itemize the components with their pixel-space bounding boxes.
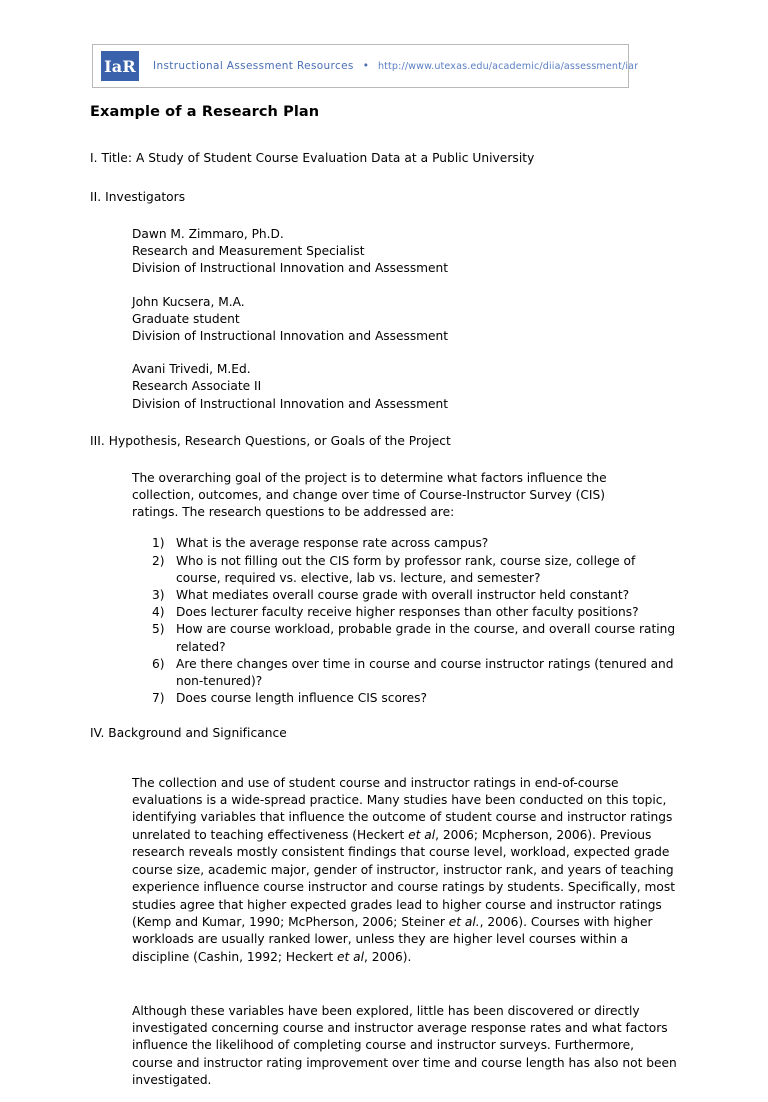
research-questions-list (152, 535, 680, 707)
section-4-heading: IV. Background and Significance (90, 726, 287, 741)
banner-text-group (153, 60, 638, 72)
section-3-intro-line: The overarching goal of the project is to determine what factors influence the (132, 470, 607, 485)
list-item-text: Who is not filling out the CIS form by professor rank, course size, college of course, required vs. elective, lab vs. lecture, and semester? (176, 553, 636, 585)
section-3-intro-line: ratings. The research questions to be addressed are: (132, 505, 455, 520)
list-marker: 2) (152, 553, 165, 568)
investigator-name: John Kucsera, M.A. (132, 294, 245, 309)
investigator-role: Graduate student (132, 311, 240, 326)
list-item-text: Are there changes over time in course and course instructor ratings (tenured and non-tenured)? (176, 656, 674, 689)
list-item (152, 553, 680, 587)
list-item (152, 690, 680, 707)
list-marker: 3) (152, 588, 165, 603)
iar-header-banner (92, 44, 639, 88)
list-item-text: What mediates overall course grade with overall instructor held constant? (176, 588, 630, 603)
list-item (152, 587, 680, 604)
investigator-role: Research Associate II (132, 379, 262, 394)
section-4-paragraph-2: Although these variables have been explored, little has been discovered or directly investigated concerning course and instructor average response rates and what factors influence the likelihood of completing course and instructor surveys. Furthermore, course and instructor rating improvement over time and course length has also not been investigated. (132, 1003, 677, 1088)
banner-url-link[interactable]: http://www.utexas.edu/academic/diia/assessment/iar (377, 61, 639, 72)
section-3-intro (132, 470, 677, 522)
investigator-entry-1 (132, 226, 677, 278)
list-item-text: Does lecturer faculty receive higher responses than other faculty positions? (176, 605, 639, 620)
investigator-name: Dawn M. Zimmaro, Ph.D. (132, 227, 284, 241)
section-4-paragraph-1: The collection and use of student course and instructor ratings in end-of-course evaluations is a wide-spread practice. Many studies have been conducted on this topic, identifying variables that influence the outcome of student course and instructor ratings unrelated to teaching effectiveness (Heckert et al, 2006; Mcpherson, 2006). Previous research reveals mostly consistent findings that course level, workload, expected grade course size, academic major, gender of instructor, instructor rank, and years of teaching experience influence course instructor and course ratings by students. Specifically, most studies agree that higher expected grades lead to higher course and instructor ratings (Kemp and Kumar, 1990; McPherson, 2006; Steiner et al., 2006). Courses with higher workloads are usually ranked lower, unless they are higher level courses within a discipline (Cashin, 1992; Heckert et al, 2006). (132, 775, 675, 964)
page-title: Example of a Research Plan (90, 104, 320, 120)
investigator-affiliation: Division of Instructional Innovation and Assessment (132, 261, 449, 276)
list-item (152, 656, 680, 690)
section-3-intro-line: collection, outcomes, and change over time of Course-Instructor Survey (CIS) (132, 488, 605, 503)
list-item (152, 535, 680, 552)
banner-bullet-separator-icon: • (362, 60, 369, 72)
list-marker: 6) (152, 656, 165, 671)
list-item-text: Does course length influence CIS scores? (176, 691, 427, 706)
investigator-entry-3 (132, 361, 677, 413)
section-1-heading: I. Title: A Study of Student Course Evaluation Data at a Public University (90, 151, 535, 165)
banner-title: Instructional Assessment Resources (153, 60, 354, 72)
list-marker: 1) (152, 536, 165, 551)
investigator-role: Research and Measurement Specialist (132, 244, 365, 259)
document-body (0, 103, 768, 1102)
list-marker: 7) (152, 691, 165, 706)
list-marker: 4) (152, 605, 165, 620)
list-item (152, 621, 680, 655)
list-item (152, 604, 680, 621)
investigator-name: Avani Trivedi, M.Ed. (132, 362, 251, 377)
list-marker: 5) (152, 622, 165, 637)
list-item-text: How are course workload, probable grade in the course, and overall course rating related? (176, 622, 676, 654)
investigator-entry-2 (132, 294, 677, 346)
investigator-affiliation: Division of Instructional Innovation and Assessment (132, 329, 449, 344)
section-2-heading: II. Investigators (90, 190, 186, 204)
investigator-affiliation: Division of Instructional Innovation and Assessment (132, 396, 449, 411)
iar-logo-icon: IaR (101, 51, 139, 81)
section-3-heading: III. Hypothesis, Research Questions, or Goals of the Project (90, 433, 451, 448)
list-item-text: What is the average response rate across campus? (176, 536, 489, 551)
